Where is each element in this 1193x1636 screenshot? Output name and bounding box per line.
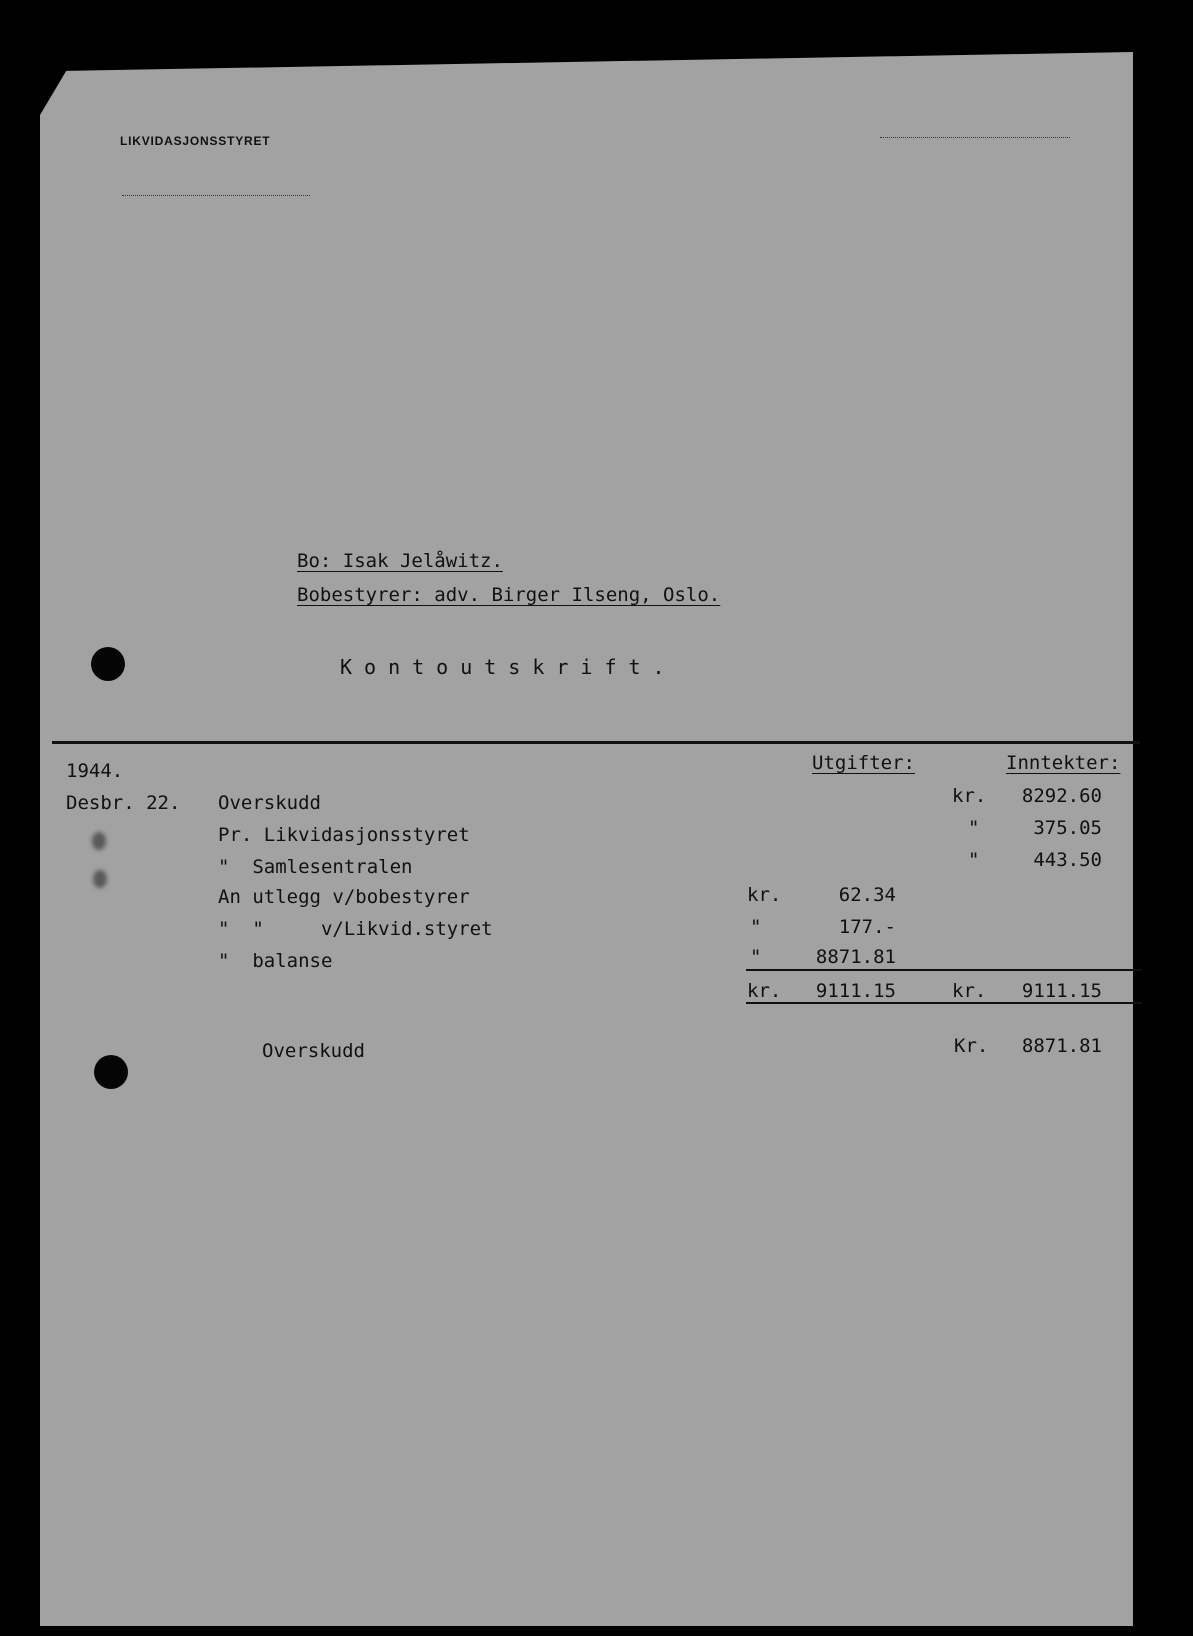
punch-hole-bottom — [94, 1055, 128, 1089]
income-prefix: " — [968, 817, 980, 839]
income-amount: 8292.60 — [1021, 785, 1102, 807]
expenses-header: Utgifter: — [812, 752, 915, 774]
income-prefix: " — [968, 849, 980, 871]
administrator-heading: Bobestyrer: adv. Birger Ilseng, Oslo. — [297, 584, 721, 606]
expense-amount: 8871.81 — [815, 946, 896, 968]
income-prefix: kr. — [952, 785, 987, 807]
income-amount: 443.50 — [1033, 849, 1102, 871]
total-income-prefix: kr. — [952, 980, 987, 1002]
ledger-row-text: " balanse — [218, 950, 333, 972]
stain-mark — [93, 870, 107, 888]
totals-top-rule — [746, 969, 1142, 971]
expense-amount: 62.34 — [838, 884, 896, 906]
total-expense-prefix: kr. — [747, 980, 782, 1002]
total-expense: 9111.15 — [815, 980, 896, 1002]
punch-hole-top — [91, 647, 125, 681]
table-top-rule — [52, 741, 1140, 744]
surplus-label: Overskudd — [262, 1040, 365, 1062]
totals-bottom-rule — [746, 1002, 1142, 1004]
ledger-row-text: Overskudd — [218, 792, 321, 814]
year-label: 1944. — [66, 760, 124, 782]
expense-prefix: kr. — [747, 884, 782, 906]
total-income: 9111.15 — [1021, 980, 1102, 1002]
surplus-amount: 8871.81 — [1021, 1035, 1102, 1057]
expense-prefix: " — [750, 946, 762, 968]
paper-sheet — [40, 52, 1133, 1626]
letterhead: LIKVIDASJONSSTYRET — [120, 134, 271, 148]
reference-dotted-line — [880, 137, 1070, 138]
expense-amount: 177.- — [838, 916, 896, 938]
stain-mark — [92, 832, 106, 850]
ledger-row-text: " " v/Likvid.styret — [218, 918, 493, 940]
income-header: Inntekter: — [1006, 752, 1121, 774]
surplus-prefix: Kr. — [954, 1035, 989, 1057]
document-title: Kontoutskrift. — [340, 655, 677, 679]
income-amount: 375.05 — [1033, 817, 1102, 839]
ledger-row-text: Pr. Likvidasjonsstyret — [218, 824, 470, 846]
ledger-row-text: An utlegg v/bobestyrer — [218, 886, 470, 908]
estate-heading: Bo: Isak Jelåwitz. — [297, 550, 503, 572]
date-label: Desbr. 22. — [66, 792, 181, 814]
letterhead-dotted-line — [122, 195, 310, 196]
ledger-row-text: " Samlesentralen — [218, 856, 413, 878]
expense-prefix: " — [750, 916, 762, 938]
